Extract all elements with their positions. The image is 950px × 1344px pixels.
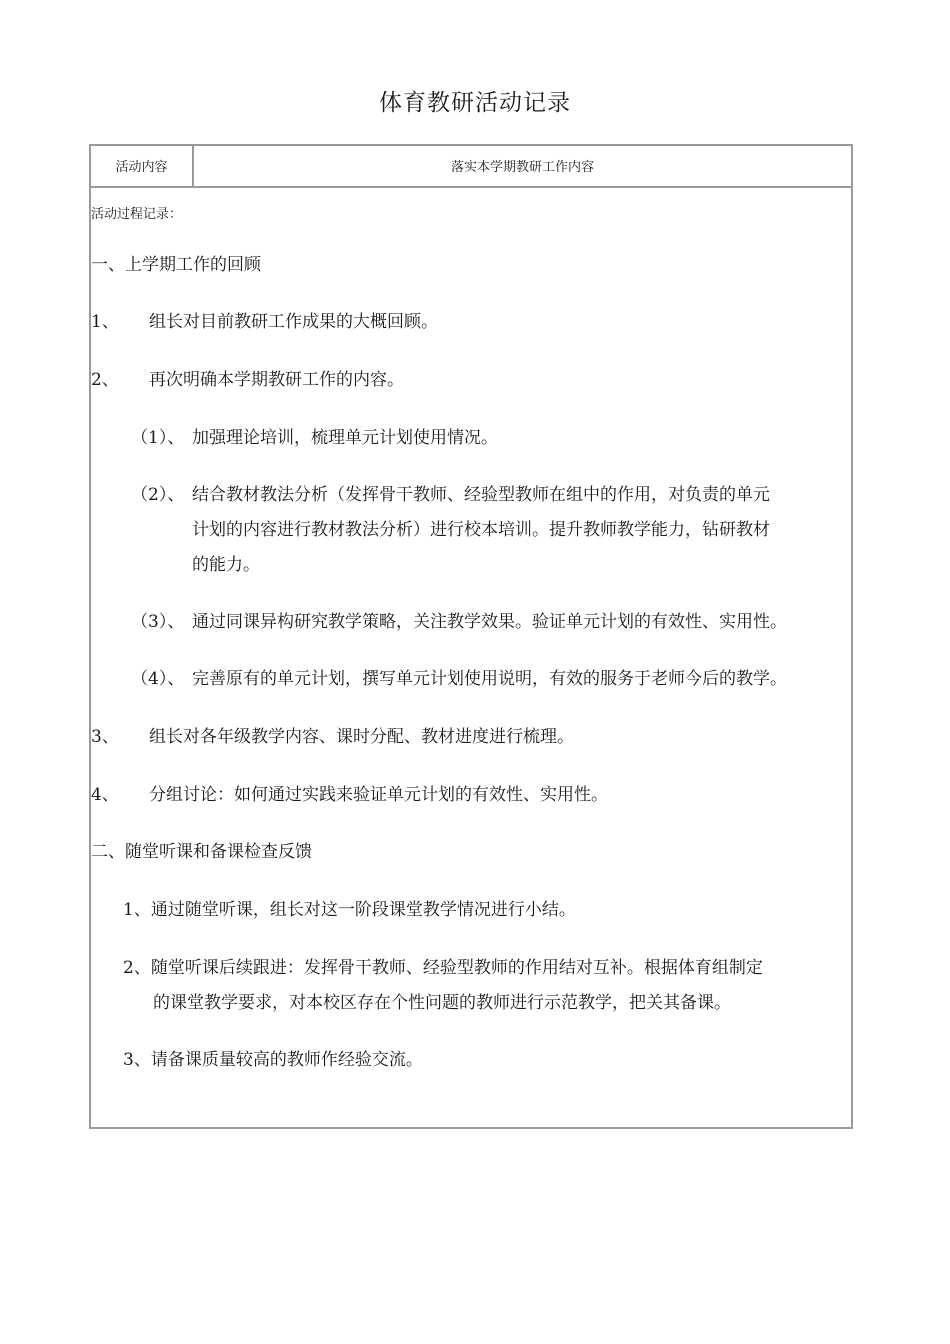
section2-item-text: 2、随堂听课后续跟进：发挥骨干教师、经验型教师的作用结对互补。根据体育组制定 [123,958,763,978]
subitem-text: 完善原有的单元计划，撰写单元计划使用说明，有效的服务于老师今后的教学。 [192,669,787,689]
subitem-text: 加强理论培训，梳理单元计划使用情况。 [192,428,498,448]
item-number: 1、 [91,312,119,332]
section2-heading: 二、随堂听课和备课检查反馈 [91,842,312,862]
subitem-text: 计划的内容进行教材教法分析）进行校本培训。提升教师教学能力，钻研教材 [192,520,770,540]
activity-content-label: 活动内容 [91,146,194,186]
item-number: 3、 [91,727,119,747]
section1-heading: 一、上学期工作的回顾 [91,255,261,275]
subitem-number: （3）、 [131,612,185,632]
item-text: 组长对各年级教学内容、课时分配、教材进度进行梳理。 [149,727,574,747]
section2-item-text: 的课堂教学要求，对本校区存在个性问题的教师进行示范教学，把关其备课。 [153,993,731,1013]
subitem-text: 通过同课异构研究教学策略，关注教学效果。验证单元计划的有效性、实用性。 [192,612,787,632]
item-number: 2、 [91,370,119,390]
activity-content-value: 落实本学期教研工作内容 [450,160,594,175]
subitem-text: 的能力。 [192,555,260,575]
item-text: 分组讨论：如何通过实践来验证单元计划的有效性、实用性。 [149,785,608,805]
header-row [91,146,851,188]
subitem-text: 结合教材教法分析（发挥骨干教师、经验型教师在组中的作用，对负责的单元 [192,485,770,505]
subitem-number: （1）、 [131,428,185,448]
item-text: 组长对目前教研工作成果的大概回顾。 [149,312,438,332]
section2-item-text: 3、请备课质量较高的教师作经验交流。 [123,1050,423,1070]
subitem-number: （2）、 [131,485,185,505]
record-label: 活动过程记录： [91,207,183,222]
item-text: 再次明确本学期教研工作的内容。 [149,370,404,390]
section2-item-text: 1、通过随堂听课，组长对这一阶段课堂教学情况进行小结。 [123,900,576,920]
page-title: 体育教研活动记录 [379,90,571,116]
subitem-number: （4）、 [131,669,185,689]
item-number: 4、 [91,785,119,805]
